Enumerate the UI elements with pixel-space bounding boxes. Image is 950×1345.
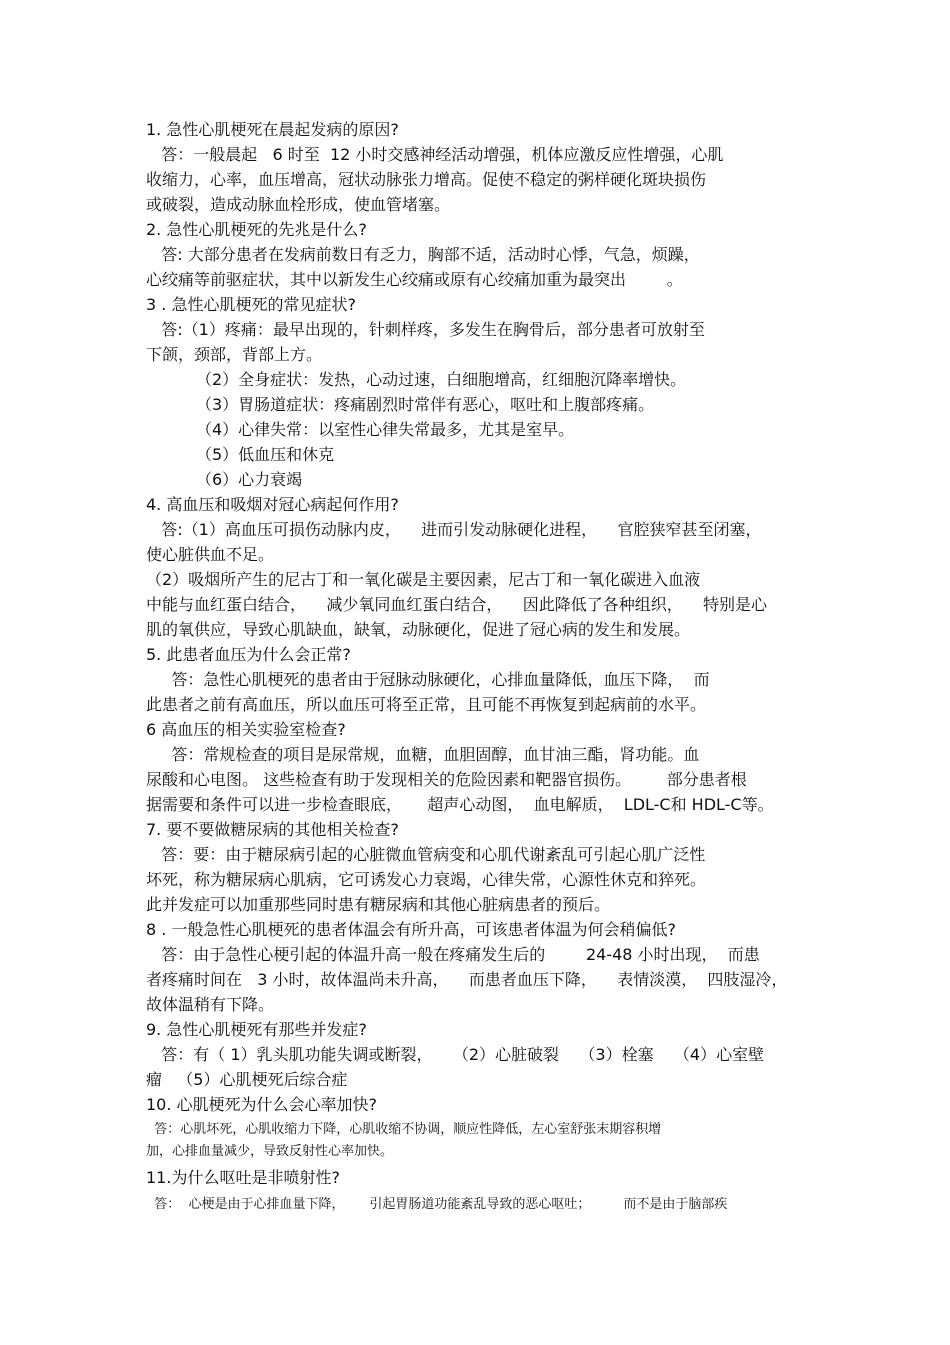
- answer-8-line-3: 故体温稍有下降。: [146, 995, 275, 1014]
- answer-3-item-2: （2）全身症状：发热，心动过速，白细胞增高，红细胞沉降率增快。: [196, 370, 687, 389]
- answer-6-line-1: 答：常规检查的项目是尿常规，血糖，血胆固醇，血甘油三酯，肾功能。血: [146, 745, 700, 764]
- question-4: 4. 高血压和吸烟对冠心病起何作用?: [146, 495, 399, 514]
- question-5: 5. 此患者血压为什么会正常?: [146, 645, 351, 664]
- answer-10-line-1: 答：心肌坏死，心肌收缩力下降，心肌收缩不协调，顺应性降低，左心室舒张末期容积增: [146, 1122, 662, 1137]
- answer-3-line-2: 下颌，颈部，背部上方。: [146, 345, 323, 364]
- answer-1-line-2: 收缩力，心率，血压增高，冠状动脉张力增高。促使不稳定的粥样硬化斑块损伤: [146, 170, 707, 189]
- answer-8-line-2: 者疼痛时间在 3 小时，故体温尚未升高， 而患者血压下降， 表情淡漠， 四肢湿冷，: [146, 970, 788, 989]
- question-2: 2. 急性心肌梗死的先兆是什么?: [146, 220, 367, 239]
- answer-3-item-5: （5）低血压和休克: [196, 445, 335, 464]
- answer-4-line-2: 使心脏供血不足。: [146, 545, 275, 564]
- answer-10-line-2: 加，心排血量减少，导致反射性心率加快。: [146, 1144, 394, 1159]
- answer-7-line-3: 此并发症可以加重那些同时患有糖尿病和其他心脏病患者的预后。: [146, 895, 611, 914]
- answer-8-line-1: 答：由于急性心梗引起的体温升高一般在疼痛发生后的 24-48 小时出现， 而患: [146, 945, 760, 964]
- answer-3-item-3: （3）胃肠道症状：疼痛剧烈时常伴有恶心，呕吐和上腹部疼痛。: [196, 395, 655, 414]
- question-9: 9. 急性心肌梗死有那些并发症?: [146, 1020, 367, 1039]
- question-6: 6 高血压的相关实验室检查?: [146, 720, 346, 739]
- answer-6-line-2: 尿酸和心电图。 这些检查有助于发现相关的危险因素和靶器官损伤。 部分患者根: [146, 770, 747, 789]
- answer-9-line-1: 答：有（ 1）乳头肌功能失调或断裂， （2）心脏破裂 （3）栓塞 （4）心室壁: [146, 1045, 765, 1064]
- question-3: 3 . 急性心肌梗死的常见症状?: [146, 295, 356, 314]
- answer-4-line-5: 肌的氧供应，导致心肌缺血，缺氧，动脉硬化，促进了冠心病的发生和发展。: [146, 620, 691, 639]
- answer-4-line-3: （2）吸烟所产生的尼古丁和一氧化碳是主要因素，尼古丁和一氧化碳进入血液: [146, 570, 701, 589]
- question-1: 1. 急性心肌梗死在晨起发病的原因?: [146, 120, 399, 139]
- answer-4-line-4: 中能与血红蛋白结合， 减少氧同血红蛋白结合， 因此降低了各种组织， 特别是心: [146, 595, 768, 614]
- answer-2-line-2: 心绞痛等前驱症状，其中以新发生心绞痛或原有心绞痛加重为最突出 。: [146, 270, 683, 289]
- question-11: 11.为什么呕吐是非喷射性?: [146, 1168, 340, 1187]
- answer-5-line-1: 答：急性心肌梗死的患者由于冠脉动脉硬化，心排血量降低，血压下降， 而: [146, 670, 710, 689]
- answer-3-item-6: （6）心力衰竭: [196, 470, 303, 489]
- answer-2-line-1: 答: 大部分患者在发病前数日有乏力，胸部不适，活动时心悸，气急，烦躁，: [146, 245, 700, 264]
- answer-1-line-1: 答：一般晨起 6 时至 12 小时交感神经活动增强，机体应激反应性增强，心肌: [146, 145, 724, 164]
- answer-1-line-3: 或破裂，造成动脉血栓形成，使血管堵塞。: [146, 195, 451, 214]
- answer-3-item-4: （4）心律失常：以室性心律失常最多，尤其是室早。: [196, 420, 575, 439]
- answer-9-line-2: 瘤 （5）心肌梗死后综合症: [146, 1070, 348, 1089]
- answer-5-line-2: 此患者之前有高血压，所以血压可将至正常，且可能不再恢复到起病前的水平。: [146, 695, 707, 714]
- answer-3-line-1: 答:（1）疼痛：最早出现的，针刺样疼，多发生在胸骨后，部分患者可放射至: [146, 320, 705, 339]
- answer-6-line-3: 据需要和条件可以进一步检查眼底， 超声心动图， 血电解质， LDL-C和 HDL-C等。: [146, 795, 774, 814]
- question-8: 8 . 一般急性心肌梗死的患者体温会有所升高，可该患者体温为何会稍偏低?: [146, 920, 676, 939]
- question-7: 7. 要不要做糖尿病的其他相关检查?: [146, 820, 399, 839]
- answer-7-line-1: 答：要：由于糖尿病引起的心脏微血管病变和心肌代谢紊乱可引起心肌广泛性: [146, 845, 706, 864]
- answer-11-line-1: 答： 心梗是由于心排血量下降， 引起胃肠道功能紊乱导致的恶心呕吐； 而不是由于脑部疾: [146, 1197, 728, 1212]
- question-10: 10. 心肌梗死为什么会心率加快?: [146, 1095, 378, 1114]
- answer-4-line-1: 答:（1）高血压可损伤动脉内皮， 进而引发动脉硬化进程， 官腔狭窄甚至闭塞，: [146, 520, 762, 539]
- answer-7-line-2: 坏死，称为糖尿病心肌病，它可诱发心力衰竭，心律失常，心源性休克和猝死。: [146, 870, 707, 889]
